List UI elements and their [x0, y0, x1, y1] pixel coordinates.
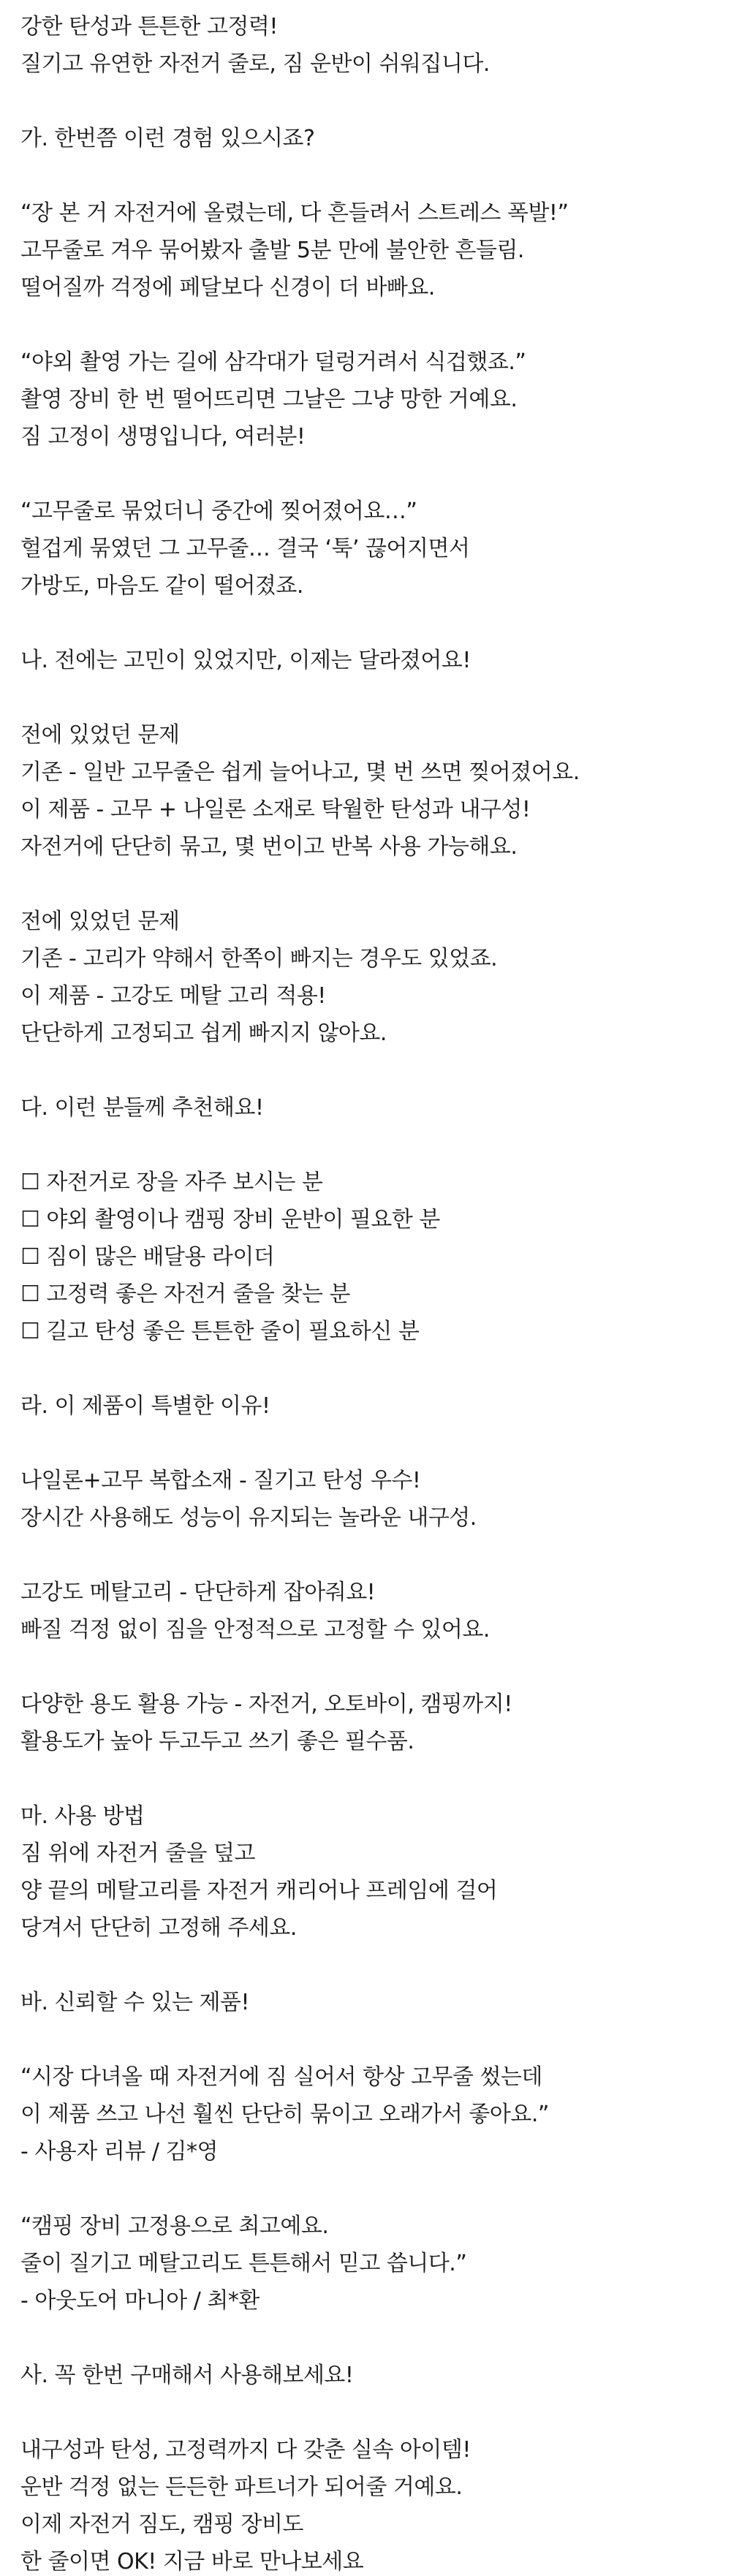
text-line: 장시간 사용해도 성능이 유지되는 놀라운 내구성.: [20, 1505, 477, 1531]
text-line: 다. 이런 분들께 추천해요!: [20, 1095, 264, 1121]
text-line: 질기고 유연한 자전거 줄로, 짐 운반이 쉬워집니다.: [20, 51, 490, 77]
text-line: “고무줄로 묶었더니 중간에 찢어졌어요…”: [20, 499, 417, 524]
text-line: 고무줄로 겨우 묶어봤자 출발 5분 만에 불안한 흔들림.: [20, 238, 524, 263]
text-line: 바. 신뢰할 수 있는 제품!: [20, 1990, 250, 2015]
text-line: 짐 고정이 생명입니다, 여러분!: [20, 424, 306, 450]
text-line: “캠핑 장비 고정용으로 최고예요.: [20, 2213, 329, 2239]
text-line: 떨어질까 걱정에 페달보다 신경이 더 바빠요.: [20, 275, 435, 300]
text-line: 가. 한번쯤 이런 경험 있으시죠?: [20, 126, 315, 151]
text-line: “야외 촬영 가는 길에 삼각대가 덜렁거려서 식겁했죠.”: [20, 349, 526, 375]
text-line: 나. 전에는 고민이 있었지만, 이제는 달라졌어요!: [20, 648, 471, 673]
text-line: 촬영 장비 한 번 떨어뜨리면 그날은 그냥 망한 거예요.: [20, 387, 518, 412]
checklist-item: ☐ 길고 탄성 좋은 튼튼한 줄이 필요하신 분: [20, 1319, 420, 1344]
text-line: 다양한 용도 활용 가능 - 자전거, 오토바이, 캠핑까지!: [20, 1692, 512, 1717]
text-line: 활용도가 높아 두고두고 쓰기 좋은 필수품.: [20, 1729, 414, 1754]
text-line: “시장 다녀올 때 자전거에 짐 실어서 항상 고무줄 썼는데: [20, 2064, 542, 2090]
text-line: 기존 - 고리가 약해서 한쪽이 빠지는 경우도 있었죠.: [20, 946, 498, 971]
text-line: 전에 있었던 문제: [20, 909, 180, 934]
text-line: 나일론+고무 복합소재 - 질기고 탄성 우수!: [20, 1468, 421, 1493]
text-line: 이 제품 쓰고 나선 훨씬 단단히 묶이고 오래가서 좋아요.”: [20, 2102, 549, 2127]
checklist-item: ☐ 짐이 많은 배달용 라이더: [20, 1244, 275, 1270]
checklist-item: ☐ 자전거로 장을 자주 보시는 분: [20, 1170, 323, 1195]
text-line: - 사용자 리뷰 / 김*영: [20, 2139, 218, 2164]
text-line: 양 끝의 메탈고리를 자전거 캐리어나 프레임에 걸어: [20, 1878, 498, 1903]
text-line: 이제 자전거 짐도, 캠핑 장비도: [20, 2512, 303, 2537]
text-line: 짐 위에 자전거 줄을 덮고: [20, 1841, 255, 1866]
checklist-item: ☐ 야외 촬영이나 캠핑 장비 운반이 필요한 분: [20, 1207, 440, 1232]
text-line: 헐겁게 묶였던 그 고무줄… 결국 ‘툭’ 끊어지면서: [20, 536, 470, 561]
text-line: 전에 있었던 문제: [20, 722, 180, 748]
text-line: “장 본 거 자전거에 올렸는데, 다 흔들려서 스트레스 폭발!”: [20, 200, 569, 226]
text-line: 강한 탄성과 튼튼한 고정력!: [20, 14, 278, 39]
text-line: 고강도 메탈고리 - 단단하게 잡아줘요!: [20, 1580, 376, 1605]
text-line: 마. 사용 방법: [20, 1803, 145, 1829]
text-line: 줄이 질기고 메탈고리도 튼튼해서 믿고 씁니다.”: [20, 2251, 467, 2276]
text-line: 한 줄이면 OK! 지금 바로 만나보세요: [20, 2549, 364, 2575]
text-line: 빠질 걱정 없이 짐을 안정적으로 고정할 수 있어요.: [20, 1617, 490, 1643]
text-line: 자전거에 단단히 묶고, 몇 번이고 반복 사용 가능해요.: [20, 834, 518, 860]
checklist-item: ☐ 고정력 좋은 자전거 줄을 찾는 분: [20, 1281, 350, 1307]
text-line: 라. 이 제품이 특별한 이유!: [20, 1393, 270, 1419]
text-line: 기존 - 일반 고무줄은 쉽게 늘어나고, 몇 번 쓰면 찢어졌어요.: [20, 759, 580, 785]
text-line: 단단하게 고정되고 쉽게 빠지지 않아요.: [20, 1020, 387, 1046]
text-line: 운반 걱정 없는 든든한 파트너가 되어줄 거예요.: [20, 2474, 463, 2500]
text-line: 당겨서 단단히 고정해 주세요.: [20, 1915, 297, 1941]
text-line: 사. 꼭 한번 구매해서 사용해보세요!: [20, 2363, 354, 2388]
text-line: 내구성과 탄성, 고정력까지 다 갖춘 실속 아이템!: [20, 2437, 471, 2463]
text-line: 이 제품 - 고무 + 나일론 소재로 탁월한 탄성과 내구성!: [20, 797, 531, 822]
text-line: - 아웃도어 마니아 / 최*환: [20, 2288, 260, 2314]
text-line: 가방도, 마음도 같이 떨어졌죠.: [20, 573, 303, 599]
text-line: 이 제품 - 고강도 메탈 고리 적용!: [20, 983, 326, 1009]
